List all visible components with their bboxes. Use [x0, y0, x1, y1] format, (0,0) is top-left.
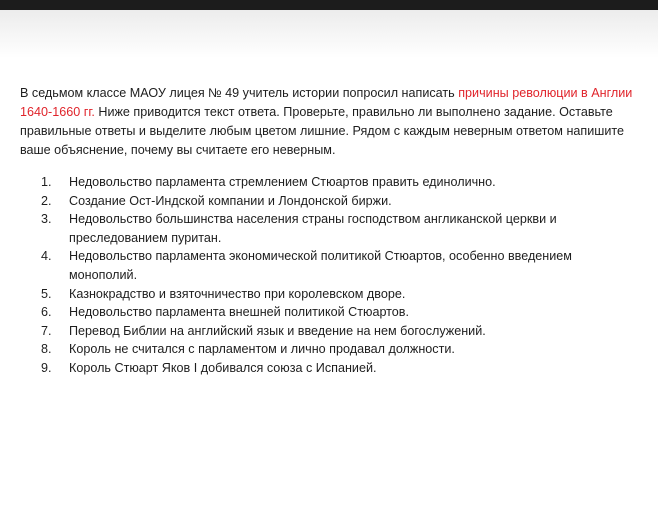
header-shadow	[0, 10, 658, 58]
answer-list	[20, 173, 640, 378]
task-paragraph	[20, 84, 640, 160]
list-item	[20, 192, 640, 211]
window-top-bar	[0, 0, 658, 10]
task-highlight: причины революции в Англии 1640-1660 гг.	[20, 86, 633, 119]
list-item	[20, 322, 640, 341]
task-text-start: В седьмом классе МАОУ лицея № 49 учитель истории попросил написать	[20, 86, 459, 100]
item-text: Создание Ост-Индской компании и Лондонской биржи.	[69, 193, 392, 208]
item-text: Король Стюарт Яков I добивался союза с Испанией.	[69, 360, 377, 375]
item-number: 6.	[41, 305, 52, 320]
item-number: 9.	[41, 360, 52, 375]
task-text-end: Ниже приводится текст ответа. Проверьте, правильно ли выполнено задание. Оставьте правильные ответы и выделите любым цветом лишние. Рядом с каждым неверным ответом напишите ваше объяснение, почему вы считаете его неверным.	[20, 105, 625, 157]
item-text: Казнокрадство и взяточничество при королевском дворе.	[69, 286, 406, 301]
item-number: 4.	[41, 249, 52, 264]
item-number: 7.	[41, 323, 52, 338]
item-text: Недовольство парламента экономической политикой Стюартов, особенно введением монополий.	[69, 249, 572, 282]
item-number: 2.	[41, 193, 52, 208]
item-text: Недовольство парламента внешней политикой Стюартов.	[69, 305, 409, 320]
document-body	[20, 84, 640, 378]
list-item	[20, 340, 640, 359]
item-text: Король не считался с парламентом и лично продавал должности.	[69, 342, 455, 357]
item-number: 8.	[41, 342, 52, 357]
item-number: 5.	[41, 286, 52, 301]
item-text: Перевод Библии на английский язык и введение на нем богослужений.	[69, 323, 486, 338]
item-number: 3.	[41, 212, 52, 227]
list-item	[20, 359, 640, 378]
list-item	[20, 285, 640, 304]
item-text: Недовольство большинства населения страны господством англиканской церкви и преследованием пуритан.	[69, 212, 557, 245]
list-item	[20, 173, 640, 192]
list-item	[20, 210, 640, 247]
list-item	[20, 247, 640, 284]
list-item	[20, 303, 640, 322]
item-number: 1.	[41, 175, 52, 189]
item-text: Недовольство парламента стремлением Стюартов править единолично.	[69, 175, 496, 189]
